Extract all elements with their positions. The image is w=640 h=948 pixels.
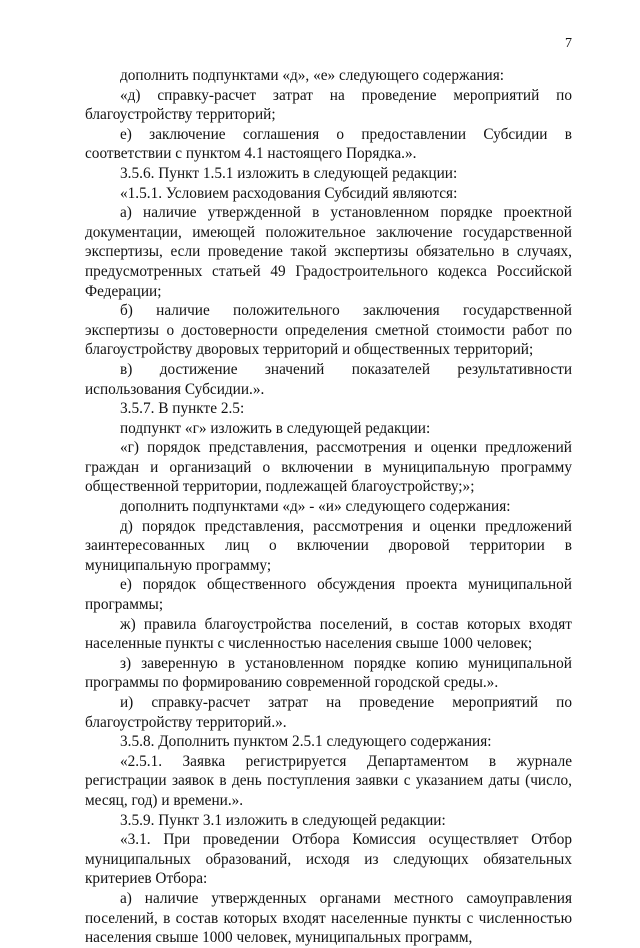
paragraph: в) достижение значений показателей результативности использования Субсидии.».: [85, 360, 572, 398]
paragraph: «д) справку-расчет затрат на проведение мероприятий по благоустройству территорий;: [85, 86, 572, 124]
paragraph: ж) правила благоустройства поселений, в состав которых входят населенные пункты с численностью населения свыше 1000 человек;: [85, 615, 572, 653]
paragraph: «3.1. При проведении Отбора Комиссия осуществляет Отбор муниципальных образований, исходя из следующих обязательных критериев Отбора:: [85, 831, 572, 888]
paragraph: е) заключение соглашения о предоставлении Субсидии в соответствии с пунктом 4.1 настоящего Порядка.».: [85, 125, 572, 163]
paragraph: 3.5.9. Пункт 3.1 изложить в следующей редакции:: [120, 811, 446, 829]
paragraph: а) наличие утвержденных органами местного самоуправления поселений, в состав которых входят населенные пункты с численностью населения свыше 1000 человек, муниципальных программ,: [85, 889, 572, 947]
paragraph: з) заверенную в установленном порядке копию муниципальной программы по формированию современной городской среды.».: [85, 654, 572, 692]
paragraph: д) порядок представления, рассмотрения и оценки предложений заинтересованных лиц о включении дворовой территории в муниципальную программу;: [85, 517, 572, 574]
paragraph: 3.5.7. В пункте 2.5:: [120, 400, 245, 418]
paragraph: «2.5.1. Заявка регистрируется Департаментом в журнале регистрации заявок в день поступления заявки с указанием даты (число, месяц, год) и времени.».: [85, 752, 572, 809]
paragraph: дополнить подпунктами «д», «е» следующего содержания:: [120, 67, 505, 84]
paragraph: а) наличие утвержденной в установленном порядке проектной документации, имеющей положительное заключение государственной экспертизы, если проведение такой экспертизы обязательно в случаях, предусмотренных статьей 49 Градостроительного кодекса Российской Федерации;: [85, 204, 572, 300]
paragraph: «1.5.1. Условием расходования Субсидий являются:: [120, 184, 458, 202]
paragraph: 3.5.6. Пункт 1.5.1 изложить в следующей редакции:: [120, 164, 458, 182]
paragraph: подпункт «г» изложить в следующей редакции:: [120, 419, 431, 437]
paragraph: дополнить подпунктами «д» - «и» следующего содержания:: [120, 498, 511, 516]
document-body: [85, 66, 572, 948]
page-number: 7: [565, 36, 572, 51]
paragraph: е) порядок общественного обсуждения проекта муниципальной программы;: [85, 576, 572, 614]
paragraph: б) наличие положительного заключения государственной экспертизы о достоверности определения сметной стоимости работ по благоустройству дворовых территорий и общественных территорий;: [85, 302, 572, 359]
paragraph: «г) порядок представления, рассмотрения и оценки предложений граждан и организаций о включении в муниципальную программу общественной территории, подлежащей благоустройству;»;: [85, 439, 572, 496]
paragraph: 3.5.8. Дополнить пунктом 2.5.1 следующего содержания:: [120, 733, 492, 751]
paragraph: и) справку-расчет затрат на проведение мероприятий по благоустройству территорий.».: [85, 694, 572, 731]
